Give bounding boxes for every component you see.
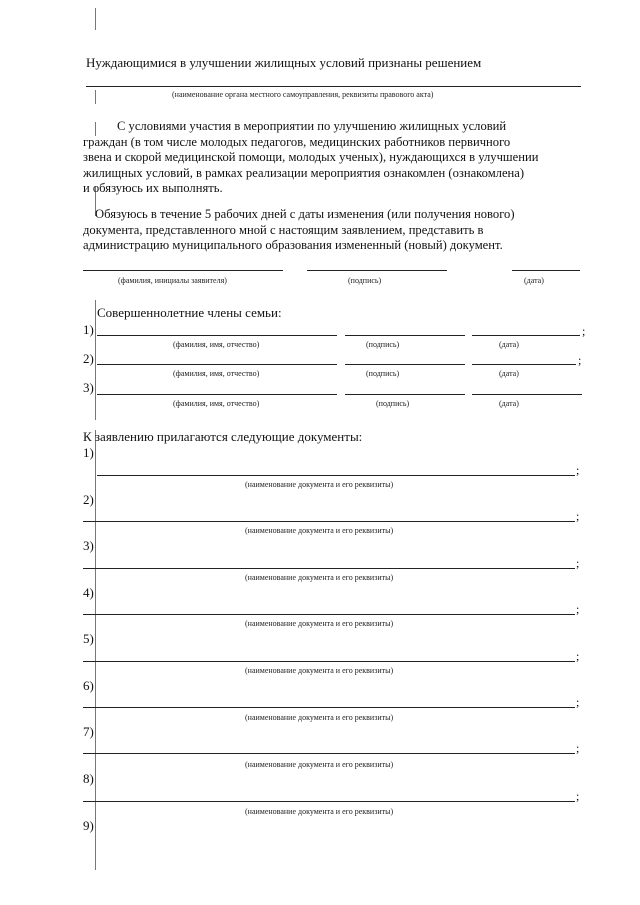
semicolon: ; — [576, 695, 580, 709]
documents-heading: К заявлению прилагаются следующие документы: — [83, 429, 363, 444]
applicant-date-caption: (дата) — [524, 276, 544, 285]
semicolon: ; — [582, 324, 586, 338]
document-caption: (наименование документа и его реквизиты) — [245, 480, 394, 489]
document-caption: (наименование документа и его реквизиты) — [245, 526, 394, 535]
family-date-field[interactable] — [472, 335, 580, 336]
document-field[interactable] — [83, 707, 575, 708]
margin-mark — [95, 430, 96, 870]
conditions-paragraph — [83, 119, 586, 197]
paragraph-line: жилищных условий, в рамках реализации мероприятия ознакомлен (ознакомлена) — [83, 165, 525, 180]
document-caption: (наименование документа и его реквизиты) — [245, 760, 394, 769]
family-row-number: 1) — [83, 322, 94, 337]
document-number: 9) — [83, 818, 94, 833]
document-number: 2) — [83, 492, 94, 507]
semicolon: ; — [576, 602, 580, 616]
family-name-caption: (фамилия, имя, отчество) — [173, 369, 260, 378]
decision-caption: (наименование органа местного самоуправления, реквизиты правового акта) — [172, 90, 434, 99]
paragraph-line: документа, представленного мной с настоящим заявлением, представить в — [83, 222, 484, 237]
family-signature-caption: (подпись) — [376, 399, 410, 408]
family-heading: Совершеннолетние члены семьи: — [97, 305, 282, 320]
document-field[interactable] — [83, 753, 575, 754]
paragraph-line: граждан (в том числе молодых педагогов, медицинских работников первичного — [83, 134, 511, 149]
family-signature-caption: (подпись) — [366, 369, 400, 378]
family-name-field[interactable] — [97, 394, 337, 395]
decision-line — [86, 86, 581, 87]
margin-mark — [95, 300, 96, 420]
applicant-name-caption: (фамилия, инициалы заявителя) — [118, 276, 227, 285]
margin-mark — [95, 90, 96, 104]
family-signature-field[interactable] — [345, 364, 465, 365]
paragraph-line: администрацию муниципального образования измененный (новый) документ. — [83, 238, 503, 252]
document-number: 6) — [83, 678, 94, 693]
paragraph-line: и обязуюсь их выполнять. — [83, 181, 223, 195]
obligation-paragraph — [83, 207, 586, 254]
decision-heading: Нуждающимися в улучшении жилищных условий признаны решением — [86, 55, 482, 70]
applicant-date-field[interactable] — [512, 270, 580, 271]
family-date-caption: (дата) — [499, 399, 519, 408]
semicolon: ; — [576, 789, 580, 803]
family-signature-caption: (подпись) — [366, 340, 400, 349]
family-name-caption: (фамилия, имя, отчество) — [173, 399, 260, 408]
margin-mark — [95, 8, 96, 30]
semicolon: ; — [576, 649, 580, 663]
document-field[interactable] — [83, 614, 575, 615]
applicant-signature-field[interactable] — [307, 270, 447, 271]
document-number: 5) — [83, 631, 94, 646]
document-number: 7) — [83, 724, 94, 739]
family-row-number: 2) — [83, 351, 94, 366]
document-caption: (наименование документа и его реквизиты) — [245, 666, 394, 675]
document-field[interactable] — [83, 801, 575, 802]
document-field[interactable] — [83, 568, 575, 569]
semicolon: ; — [576, 556, 580, 570]
document-number: 1) — [83, 445, 94, 460]
family-name-field[interactable] — [97, 364, 337, 365]
document-caption: (наименование документа и его реквизиты) — [245, 573, 394, 582]
document-caption: (наименование документа и его реквизиты) — [245, 619, 394, 628]
document-number: 3) — [83, 538, 94, 553]
semicolon: ; — [578, 353, 582, 367]
document-field[interactable] — [83, 521, 575, 522]
family-date-field[interactable] — [472, 394, 582, 395]
family-date-caption: (дата) — [499, 340, 519, 349]
family-name-caption: (фамилия, имя, отчество) — [173, 340, 260, 349]
semicolon: ; — [576, 463, 580, 477]
paragraph-line: С условиями участия в мероприятии по улучшению жилищных условий — [117, 119, 507, 133]
document-number: 8) — [83, 771, 94, 786]
family-date-caption: (дата) — [499, 369, 519, 378]
family-row-number: 3) — [83, 380, 94, 395]
semicolon: ; — [576, 509, 580, 523]
family-name-field[interactable] — [97, 335, 337, 336]
applicant-name-field[interactable] — [83, 270, 283, 271]
family-date-field[interactable] — [472, 364, 576, 365]
family-signature-field[interactable] — [345, 335, 465, 336]
semicolon: ; — [576, 741, 580, 755]
applicant-signature-caption: (подпись) — [348, 276, 382, 285]
family-signature-field[interactable] — [345, 394, 465, 395]
paragraph-line: Обязуюсь в течение 5 рабочих дней с даты изменения (или получения нового) — [95, 207, 515, 221]
document-field[interactable] — [97, 475, 575, 476]
document-number: 4) — [83, 585, 94, 600]
document-caption: (наименование документа и его реквизиты) — [245, 807, 394, 816]
document-field[interactable] — [83, 661, 575, 662]
document-caption: (наименование документа и его реквизиты) — [245, 713, 394, 722]
paragraph-line: звена и скорой медицинской помощи, молодых ученых), нуждающихся в улучшении — [83, 150, 539, 164]
